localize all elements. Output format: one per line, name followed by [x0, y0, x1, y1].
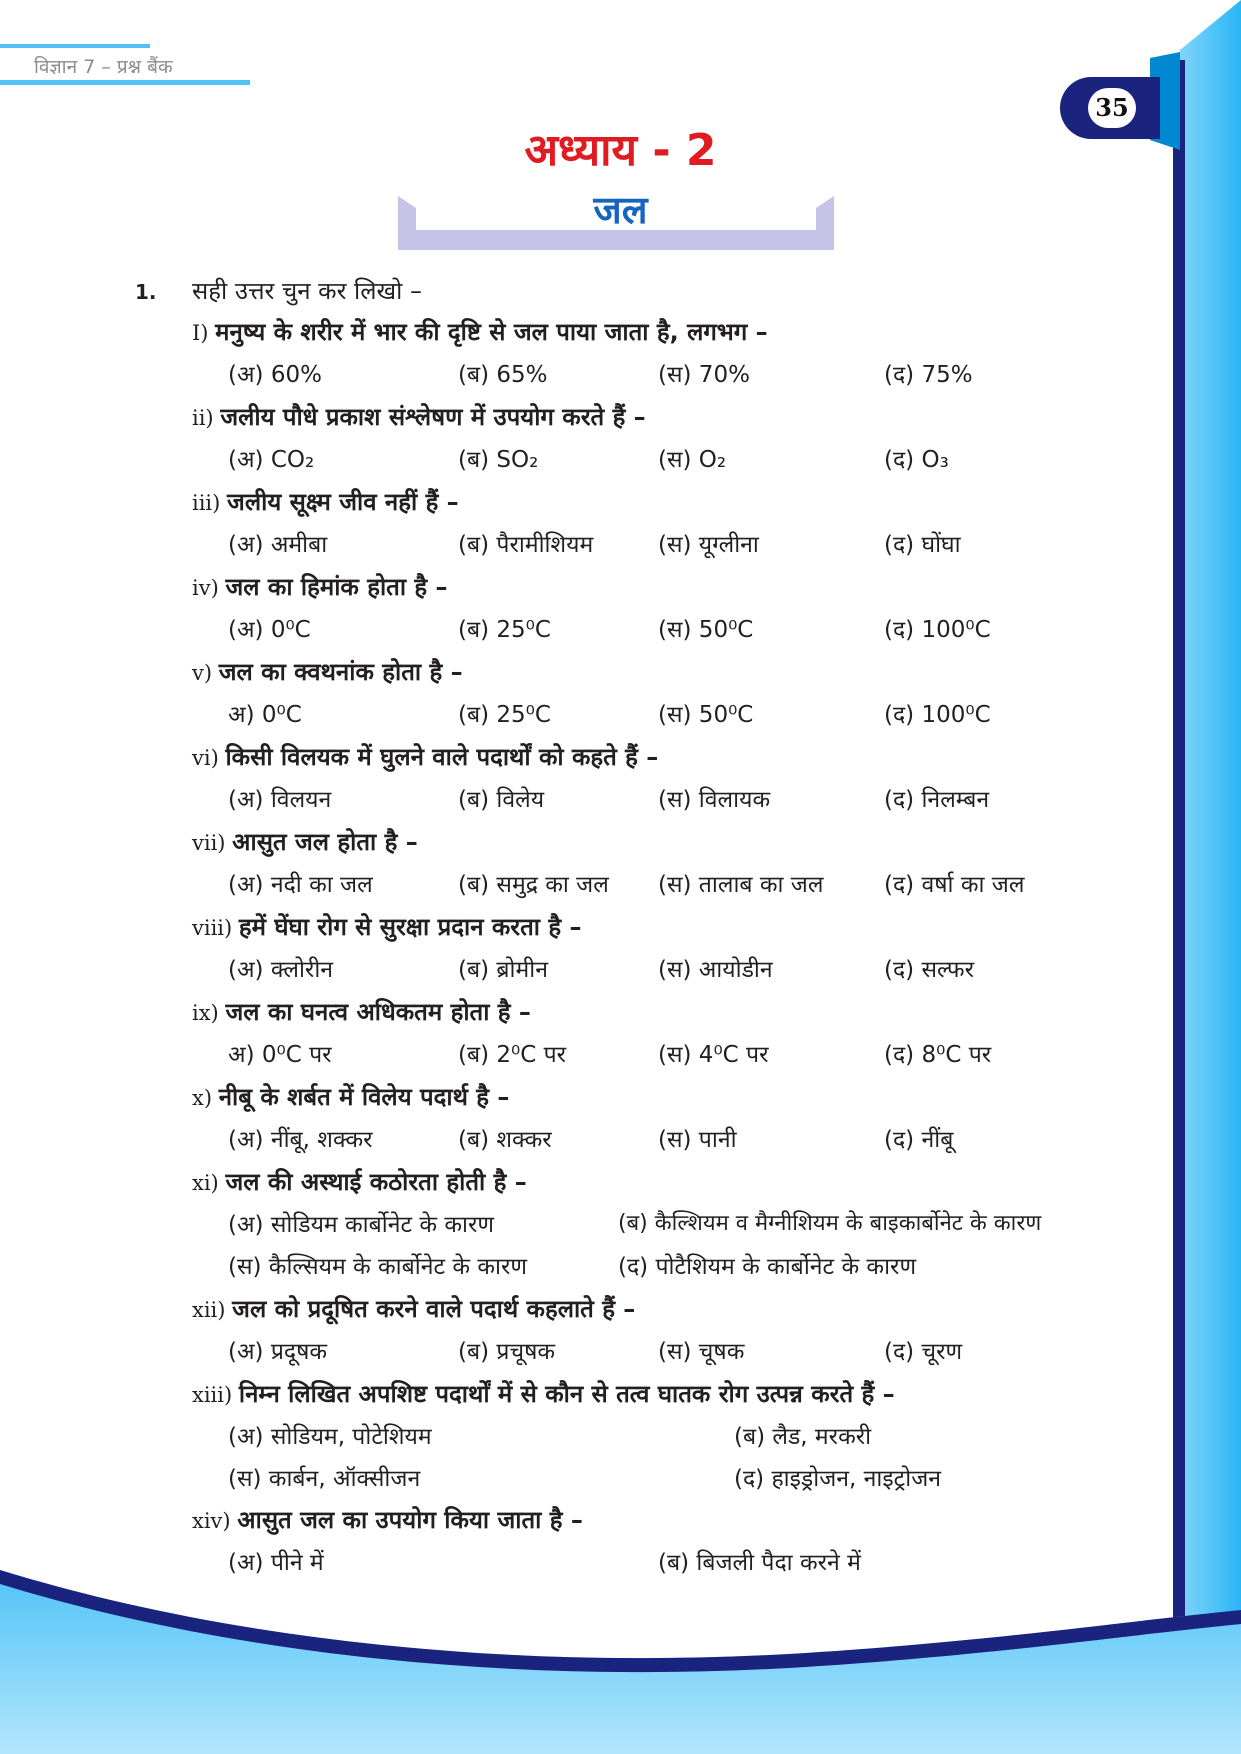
question-body: नीबू के शर्बत में विलेय पदार्थ है – — [218, 1083, 510, 1111]
answer-option: (अ) 60% — [228, 362, 322, 388]
answer-option: (ब) 65% — [458, 362, 548, 388]
answer-option: (ब) ब्रोमीन — [458, 957, 548, 983]
question-number: xii) — [192, 1298, 233, 1322]
answer-option: (स) 4⁰C पर — [658, 1042, 769, 1068]
question-body: आसुत जल होता है – — [232, 828, 418, 856]
answer-option: (अ) 0⁰C — [228, 617, 311, 643]
question-body: किसी विलयक में घुलने वाले पदार्थों को कहते हैं – — [225, 743, 659, 771]
question-text — [192, 315, 768, 348]
answer-option: (ब) SO₂ — [458, 447, 539, 473]
header-rule-top — [0, 44, 150, 48]
answer-option: (द) हाइड्रोजन, नाइट्रोजन — [734, 1466, 942, 1492]
answer-option: (ब) कैल्शियम व मैग्नीशियम के बाइकार्बोनेट के कारण — [618, 1211, 1042, 1236]
chapter-title: अध्याय - 2 — [524, 125, 717, 176]
question-text — [192, 655, 463, 688]
answer-option: (ब) बिजली पैदा करने में — [658, 1550, 861, 1576]
answer-option: (ब) लैड, मरकरी — [734, 1424, 872, 1450]
answer-option: (स) 50⁰C — [658, 702, 754, 728]
question-text — [192, 485, 459, 518]
question-body: जलीय पौधे प्रकाश संश्लेषण में उपयोग करते हैं – — [220, 403, 646, 431]
question-number: viii) — [192, 916, 239, 940]
answer-option: (द) सल्फर — [884, 957, 975, 983]
answer-option: (द) 75% — [884, 362, 973, 388]
answer-option: (अ) CO₂ — [228, 447, 315, 473]
answer-option: (अ) नदी का जल — [228, 872, 373, 898]
question-number: vi) — [192, 746, 226, 770]
answer-option: (द) निलम्बन — [884, 787, 990, 813]
question-text — [192, 1080, 509, 1113]
answer-option: (ब) पैरामीशियम — [458, 532, 594, 558]
question-number: xiii) — [192, 1383, 239, 1407]
answer-option: (द) पोटैशियम के कार्बोनेट के कारण — [618, 1254, 917, 1280]
answer-option: (स) विलायक — [658, 787, 771, 813]
header-rule-bottom — [0, 80, 250, 85]
book-title: विज्ञान 7 – प्रश्न बैंक — [34, 56, 173, 78]
question-text — [192, 825, 418, 858]
question-number: x) — [192, 1086, 219, 1110]
question-number: vii) — [192, 831, 233, 855]
question-text — [192, 740, 658, 773]
question-text — [192, 995, 531, 1028]
answer-option: अ) 0⁰C पर — [228, 1042, 332, 1068]
page-number: 35 — [1088, 88, 1136, 128]
question-body: जल को प्रदूषित करने वाले पदार्थ कहलाते हैं – — [232, 1295, 636, 1323]
question-text — [192, 1292, 635, 1325]
question-text — [192, 1165, 527, 1198]
answer-option: (ब) 25⁰C — [458, 702, 551, 728]
answer-option: (स) 50⁰C — [658, 617, 754, 643]
question-number: iii) — [192, 491, 228, 515]
section-heading: सही उत्तर चुन कर लिखो – — [192, 277, 423, 305]
answer-option: (ब) 2⁰C पर — [458, 1042, 567, 1068]
answer-option: (द) 100⁰C — [884, 617, 991, 643]
question-text — [192, 570, 448, 603]
question-number: I) — [192, 321, 216, 345]
answer-option: (स) कार्बन, ऑक्सीजन — [228, 1466, 421, 1492]
answer-option: (द) 100⁰C — [884, 702, 991, 728]
question-body: निम्न लिखित अपशिष्ट पदार्थों में से कौन से तत्व घातक रोग उत्पन्न करते हैं – — [238, 1380, 895, 1408]
question-body: जल का घनत्व अधिकतम होता है – — [225, 998, 531, 1026]
answer-option: (द) चूरण — [884, 1339, 963, 1365]
answer-option: (स) O₂ — [658, 447, 727, 473]
question-text — [192, 400, 646, 433]
answer-option: (ब) प्रचूषक — [458, 1339, 556, 1365]
question-number: iv) — [192, 576, 226, 600]
question-number: v) — [192, 661, 219, 685]
answer-option: (अ) नींबू, शक्कर — [228, 1127, 373, 1153]
question-body: हमें घेंघा रोग से सुरक्षा प्रदान करता है – — [238, 913, 582, 941]
question-body: जल की अस्थाई कठोरता होती है – — [225, 1168, 527, 1196]
question-text — [192, 1377, 895, 1410]
answer-option: (ब) समुद्र का जल — [458, 872, 609, 898]
answer-option: (स) पानी — [658, 1127, 737, 1153]
answer-option: (स) 70% — [658, 362, 750, 388]
answer-option: (ब) शक्कर — [458, 1127, 552, 1153]
answer-option: (अ) प्रदूषक — [228, 1339, 328, 1365]
answer-option: (स) चूषक — [658, 1339, 745, 1365]
answer-option: (अ) सोडियम कार्बोनेट के कारण — [228, 1212, 495, 1238]
section-number: 1. — [135, 280, 157, 304]
question-number: xi) — [192, 1171, 226, 1195]
question-body: मनुष्य के शरीर में भार की दृष्टि से जल पाया जाता है, लगभग – — [215, 318, 768, 346]
question-text — [192, 1503, 583, 1536]
question-number: ii) — [192, 406, 221, 430]
answer-option: (द) 8⁰C पर — [884, 1042, 992, 1068]
answer-option: (अ) विलयन — [228, 787, 332, 813]
bottom-wave — [0, 1540, 1241, 1754]
answer-option: (द) वर्षा का जल — [884, 872, 1025, 898]
answer-option: (स) कैल्सियम के कार्बोनेट के कारण — [228, 1254, 528, 1280]
answer-option: (अ) अमीबा — [228, 532, 328, 558]
answer-option: (द) घोंघा — [884, 532, 961, 558]
question-number: ix) — [192, 1001, 226, 1025]
question-body: जलीय सूक्ष्म जीव नहीं हैं – — [227, 488, 459, 516]
answer-option: (ब) विलेय — [458, 787, 545, 813]
answer-option: (स) आयोडीन — [658, 957, 773, 983]
answer-option: (अ) क्लोरीन — [228, 957, 334, 983]
answer-option: (द) O₃ — [884, 447, 949, 473]
question-body: आसुत जल का उपयोग किया जाता है – — [237, 1506, 583, 1534]
answer-option: (अ) सोडियम, पोटेशियम — [228, 1424, 432, 1450]
answer-option: अ) 0⁰C — [228, 702, 302, 728]
answer-option: (ब) 25⁰C — [458, 617, 551, 643]
answer-option: (द) नींबू — [884, 1127, 954, 1153]
question-number: xiv) — [192, 1509, 238, 1533]
answer-option: (अ) पीने में — [228, 1550, 324, 1576]
answer-option: (स) यूग्लीना — [658, 532, 759, 558]
question-body: जल का हिमांक होता है – — [225, 573, 448, 601]
chapter-subtitle: जल — [593, 188, 648, 232]
question-body: जल का क्वथनांक होता है – — [218, 658, 463, 686]
answer-option: (स) तालाब का जल — [658, 872, 824, 898]
question-text — [192, 910, 581, 943]
